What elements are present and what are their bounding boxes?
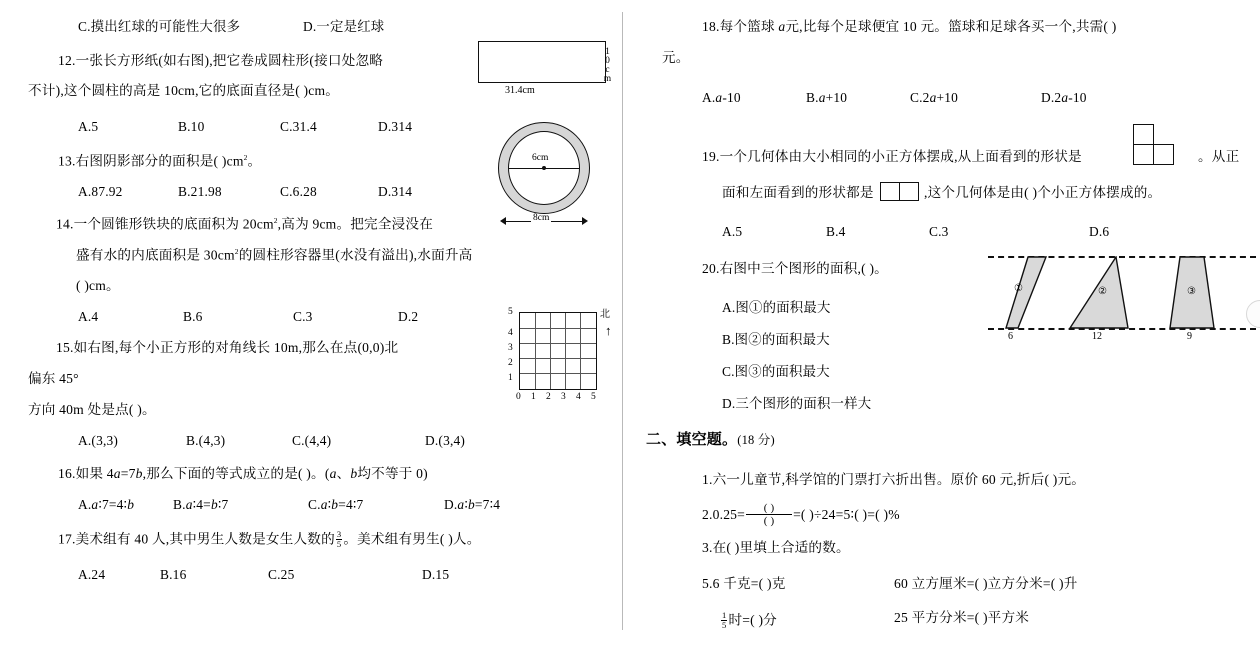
q18-line1-a: 18.每个篮球 — [702, 19, 779, 34]
section-2-title: 二、填空题。 — [646, 432, 738, 448]
q18-option-b — [806, 91, 847, 104]
grid-line-v1 — [535, 313, 536, 389]
q13-option-d: D.314 — [378, 184, 413, 199]
grid-y-tick-3: 3 — [508, 343, 513, 353]
shape-1-base-label: 6 — [1008, 331, 1013, 342]
q19-line1-b: 。从正 — [1198, 149, 1240, 164]
rectangle-figure — [478, 41, 606, 83]
q17-option-b: B.16 — [160, 567, 187, 582]
annulus-outer-dimension — [498, 213, 590, 230]
q16-opt-d-mid: ∶ — [464, 497, 469, 512]
grid-y-tick-1: 1 — [508, 373, 513, 383]
fill-q2 — [702, 502, 900, 527]
q18-opt-a-prefix: A. — [702, 90, 716, 105]
q13-option-a: A.87.92 — [78, 184, 123, 199]
fill-q2-fraction-numerator: ( ) — [746, 502, 792, 515]
q13-unit-exponent: 2 — [243, 153, 248, 162]
q16-option-b — [173, 498, 228, 511]
section-2-heading — [646, 433, 775, 448]
grid-line-h2 — [520, 343, 596, 344]
grid-line-v3 — [565, 313, 566, 389]
q14-line3: ( )cm。 — [76, 278, 120, 293]
left-column — [0, 0, 622, 656]
q15-option-a: A.(3,3) — [78, 433, 119, 448]
north-arrow-icon: ↑ — [605, 323, 612, 338]
q16-var-a: a — [113, 466, 121, 481]
q16-text-c: ,那么下面的等式成立的是( )。( — [142, 466, 330, 481]
front-view-square-1 — [880, 182, 900, 201]
q17-fraction — [336, 530, 342, 549]
grid-line-h4 — [520, 373, 596, 374]
q18-opt-c-prefix: C.2 — [910, 90, 930, 105]
q16-opt-b-tail: ∶7 — [217, 497, 229, 512]
q19-line2-a: 面和左面看到的形状都是 — [722, 185, 874, 200]
q12-option-a: A.5 — [78, 119, 99, 134]
grid-x-tick-4: 4 — [576, 392, 581, 402]
q20-option-d: D.三个图形的面积一样大 — [722, 396, 872, 411]
q20-shapes-svg — [988, 256, 1256, 336]
q18-line1-b: 元,比每个足球便宜 10 元。篮球和足球各买一个,共需( ) — [785, 19, 1117, 34]
grid-line-h3 — [520, 358, 596, 359]
grid-box — [519, 312, 597, 390]
grid-x-tick-2: 2 — [546, 392, 551, 402]
q16-opt-d-prefix: D. — [444, 497, 458, 512]
top-view-square-3 — [1153, 144, 1174, 165]
q16-text-e: 均不等于 0) — [357, 466, 428, 481]
q17-option-c: C.25 — [268, 567, 295, 582]
q18-var: a — [778, 19, 786, 34]
q15-line1: 15.如右图,每个小正方形的对角线长 10m,那么在点(0,0)北 — [56, 340, 399, 355]
shape-1-label: ① — [1014, 283, 1023, 294]
rectangle-height-label: 10cm — [602, 47, 613, 83]
q18-line2: 元。 — [662, 50, 690, 65]
q14-line2-exponent: 2 — [234, 247, 239, 256]
fill-q5-fraction-denominator: 5 — [722, 619, 727, 630]
q16-opt-c-mid: ∶ — [327, 497, 332, 512]
q14-line2-b: 的圆柱形容器里(水没有溢出),水面升高 — [238, 247, 473, 263]
shape-2-base-label: 12 — [1092, 331, 1102, 342]
q14-line2-a: 盛有水的内底面积是 30cm — [76, 247, 235, 263]
q18-opt-b-suffix: +10 — [825, 90, 848, 105]
q13-text-tail: 。 — [247, 153, 262, 169]
q18-opt-a-var: a — [715, 90, 723, 105]
q16-opt-c-var1: a — [320, 497, 328, 512]
q17-text-a: 17.美术组有 40 人,其中男生人数是女生人数的 — [58, 531, 335, 547]
q16-opt-a-var2: b — [127, 497, 135, 512]
fill-q5-line2-right: 25 平方分米=( )平方米 — [894, 610, 1030, 625]
shape-2-label: ② — [1098, 286, 1107, 297]
top-view-square-1 — [1133, 124, 1154, 145]
grid-y-tick-5: 5 — [508, 307, 513, 317]
shape-3-label: ③ — [1187, 286, 1196, 297]
q11-option-c: C.摸出红球的可能性大很多 — [78, 19, 241, 34]
fill-q2-fraction-denominator: ( ) — [763, 515, 775, 528]
q19-line1-a: 19.一个几何体由大小相同的小正方体摆成,从上面看到的形状是 — [702, 149, 1082, 164]
q16-text — [58, 467, 428, 481]
q19-line2-b: ,这个几何体是由( )个小正方体摆成的。 — [924, 185, 1162, 200]
fill-q5-line2-left-tail: 时=( )分 — [728, 612, 777, 628]
q15-line2: 偏东 45° — [28, 371, 79, 386]
q13-text — [58, 154, 261, 168]
q20-option-b: B.图②的面积最大 — [722, 332, 830, 347]
q15-option-b: B.(4,3) — [186, 433, 226, 448]
shape-1-parallelogram — [1006, 257, 1046, 328]
q17-fraction-denominator: 5 — [336, 538, 342, 549]
q16-opt-b-var1: a — [185, 497, 193, 512]
q18-option-a — [702, 91, 741, 104]
q12-option-d: D.314 — [378, 119, 413, 134]
q17-text-b: 。美术组有男生( )人。 — [343, 531, 481, 547]
q18-option-c — [910, 91, 958, 104]
q12-text-line2: 不计),这个圆柱的高是 10cm,它的底面直径是( )cm。 — [28, 83, 340, 98]
grid-x-tick-3: 3 — [561, 392, 566, 402]
top-view-square-2 — [1133, 144, 1154, 165]
q16-option-d — [444, 498, 500, 511]
q16-opt-a-var1: a — [91, 497, 99, 512]
q17-option-a: A.24 — [78, 567, 106, 582]
q16-var-c: a — [329, 466, 337, 481]
q15-option-d: D.(3,4) — [425, 433, 466, 448]
grid-x-tick-5: 5 — [591, 392, 596, 402]
shape-3-base-label: 9 — [1187, 331, 1192, 342]
q12-option-c: C.31.4 — [280, 119, 317, 134]
q20-option-c: C.图③的面积最大 — [722, 364, 830, 379]
column-divider — [622, 12, 623, 630]
front-view-square-2 — [899, 182, 919, 201]
fill-q2-tail: =( )÷24=5∶( )=( )% — [793, 507, 900, 523]
q16-opt-a-prefix: A. — [78, 497, 92, 512]
q13-option-c: C.6.28 — [280, 184, 317, 199]
q16-opt-c-prefix: C. — [308, 497, 321, 512]
fill-q1: 1.六一儿童节,科学馆的门票打六折出售。原价 60 元,折后( )元。 — [702, 472, 1086, 487]
q16-opt-c-var2: b — [331, 497, 339, 512]
q14-line2 — [76, 248, 472, 262]
q16-text-a: 16.如果 4 — [58, 466, 114, 481]
grid-line-v2 — [550, 313, 551, 389]
fill-q2-fraction — [746, 502, 792, 527]
fill-q5-fraction-numerator: 1 — [722, 610, 727, 620]
rectangle-width-label: 31.4cm — [505, 85, 535, 96]
fill-q2-prefix: 2.0.25= — [702, 507, 746, 523]
section-2-points: (18 分) — [737, 433, 775, 447]
annulus-inner-diameter-label: 6cm — [532, 153, 549, 163]
q16-opt-b-mid: ∶4= — [192, 497, 211, 512]
q16-opt-b-var2: b — [210, 497, 218, 512]
q18-opt-b-prefix: B. — [806, 90, 819, 105]
q12-text-line1: 12.一张长方形纸(如右图),把它卷成圆柱形(接口处忽略 — [58, 53, 384, 68]
q16-var-d: b — [350, 466, 358, 481]
q18-opt-b-var: a — [818, 90, 826, 105]
q16-text-d: 、 — [336, 466, 351, 481]
q18-line1 — [702, 20, 1116, 34]
q13-option-b: B.21.98 — [178, 184, 222, 199]
q16-var-b: b — [135, 466, 143, 481]
annulus-figure — [498, 122, 590, 214]
q16-opt-d-tail: =7∶4 — [474, 497, 501, 512]
q20-option-a: A.图①的面积最大 — [722, 300, 831, 315]
q16-opt-b-prefix: B. — [173, 497, 186, 512]
q14-option-c: C.3 — [293, 309, 313, 324]
annulus-outer-diameter-label: 8cm — [533, 213, 550, 223]
q13-text-main: 13.右图阴影部分的面积是( )cm — [58, 153, 244, 169]
fill-q5-fraction — [721, 611, 727, 630]
dimension-arrow-right-icon — [582, 217, 588, 225]
q17-fraction-numerator: 3 — [336, 529, 342, 539]
q17-option-d: D.15 — [422, 567, 450, 582]
q14-line1-exponent: 2 — [273, 216, 278, 225]
q19-option-b: B.4 — [826, 224, 846, 239]
q16-opt-c-tail: =4∶7 — [338, 497, 364, 512]
q16-opt-a-mid: ∶7=4∶ — [98, 497, 128, 512]
q16-option-a — [78, 498, 134, 511]
q18-opt-d-prefix: D.2 — [1041, 90, 1062, 105]
annulus-center-dot — [542, 166, 546, 170]
q14-line1-a: 14.一个圆锥形铁块的底面积为 20cm — [56, 216, 274, 232]
north-label: 北 — [600, 309, 610, 320]
q18-opt-d-var: a — [1061, 90, 1069, 105]
q20-figure — [988, 256, 1256, 344]
q14-option-d: D.2 — [398, 309, 419, 324]
fill-q5-line1-right: 60 立方厘米=( )立方分米=( )升 — [894, 576, 1078, 591]
grid-line-v4 — [580, 313, 581, 389]
q17-text — [58, 530, 481, 549]
q14-option-b: B.6 — [183, 309, 203, 324]
fill-q5-line2-left — [720, 611, 777, 630]
q19-option-c: C.3 — [929, 224, 949, 239]
grid-line-h1 — [520, 328, 596, 329]
grid-x-tick-0: 0 — [516, 392, 521, 402]
grid-y-tick-2: 2 — [508, 358, 513, 368]
q18-opt-a-suffix: -10 — [722, 90, 741, 105]
grid-y-tick-4: 4 — [508, 328, 513, 338]
coordinate-grid-figure — [502, 307, 614, 410]
q19-option-a: A.5 — [722, 224, 743, 239]
q14-option-a: A.4 — [78, 309, 99, 324]
q16-opt-d-var2: b — [468, 497, 475, 512]
q11-option-d: D.一定是红球 — [303, 19, 385, 34]
q18-opt-c-var: a — [929, 90, 937, 105]
q19-option-d: D.6 — [1089, 224, 1110, 239]
q18-option-d — [1041, 91, 1087, 104]
q18-opt-c-suffix: +10 — [936, 90, 959, 105]
fill-q5-line1-left: 5.6 千克=( )克 — [702, 576, 786, 591]
q14-line1 — [56, 217, 433, 231]
q15-line3: 方向 40m 处是点( )。 — [28, 402, 156, 417]
q14-line1-b: ,高为 9cm。把完全浸没在 — [277, 216, 434, 232]
grid-x-tick-1: 1 — [531, 392, 536, 402]
fill-q3: 3.在( )里填上合适的数。 — [702, 540, 850, 555]
q15-option-c: C.(4,4) — [292, 433, 332, 448]
q18-opt-d-suffix: -10 — [1068, 90, 1087, 105]
q16-option-c — [308, 498, 363, 511]
q12-option-b: B.10 — [178, 119, 205, 134]
q20-text: 20.右图中三个图形的面积,( )。 — [702, 261, 888, 276]
q16-text-b: =7 — [120, 466, 136, 481]
q16-opt-d-var1: a — [457, 497, 465, 512]
